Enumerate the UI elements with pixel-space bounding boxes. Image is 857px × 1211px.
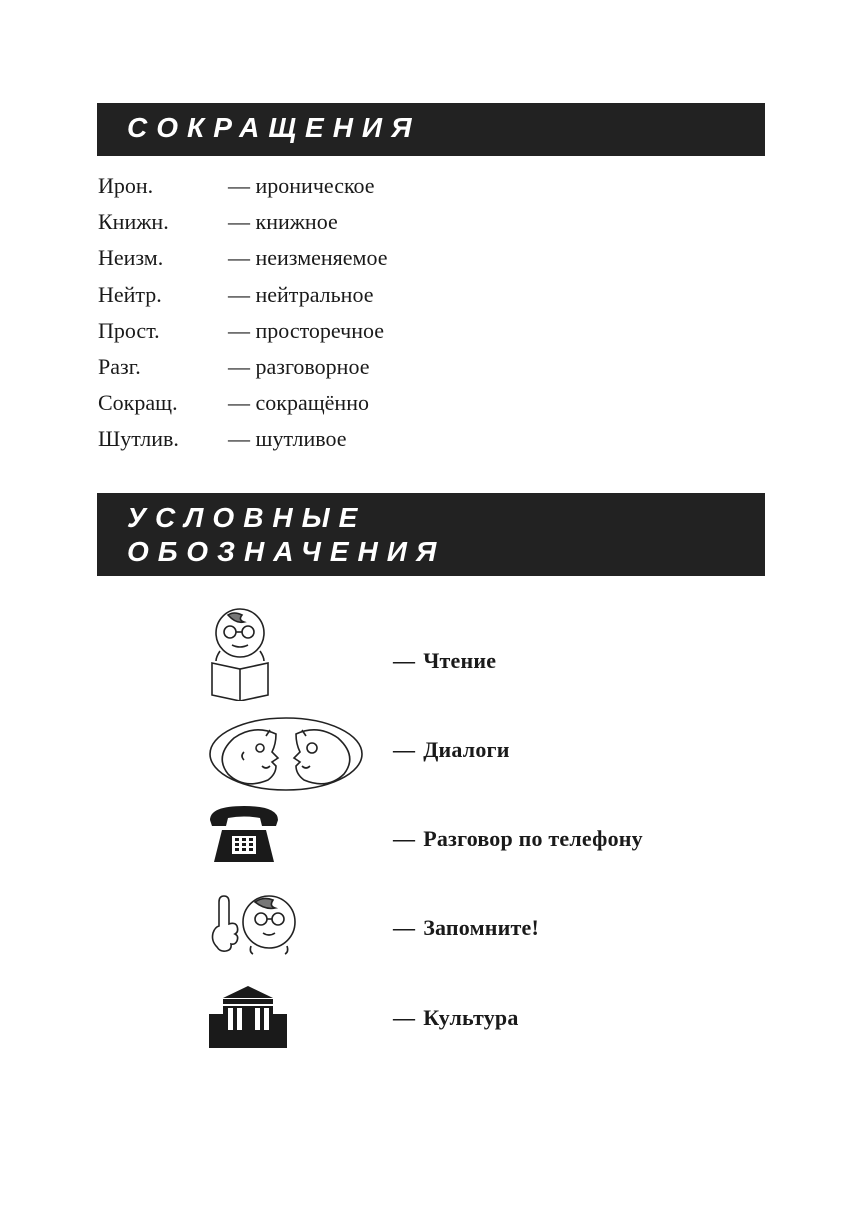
museum-building-icon [209, 984, 287, 1048]
legend-label-remember: — Запомните! [393, 915, 540, 940]
list-item [98, 349, 388, 385]
abbreviation-meaning: — книжное [228, 209, 338, 235]
abbreviation: Сокращ. [98, 390, 178, 416]
legend-label-telephone: — Разговор по телефону [393, 826, 643, 851]
symbols-title-line1: УСЛОВНЫЕ [127, 502, 367, 533]
list-item [98, 168, 388, 204]
legend-label-reading: — Чтение [393, 648, 497, 673]
abbreviation-meaning: — неизменяемое [228, 245, 388, 271]
abbreviation-meaning: — сокращённо [228, 390, 369, 416]
list-item [98, 313, 388, 349]
abbreviation-meaning: — ироническое [228, 173, 375, 198]
abbreviation-meaning: — шутливое [228, 426, 347, 452]
abbreviation-meaning: — нейтральное [228, 281, 374, 307]
symbols-title-line2: ОБОЗНАЧЕНИЯ [127, 536, 446, 567]
abbreviations-list [98, 168, 388, 458]
abbreviation: Прост. [98, 317, 160, 343]
abbreviation: Шутлив. [98, 426, 179, 452]
list-item [98, 277, 388, 313]
abbreviation-meaning: — разговорное [228, 353, 370, 379]
raised-finger-icon [207, 892, 299, 956]
abbreviation: Разг. [98, 353, 141, 379]
list-item [98, 240, 388, 276]
abbreviation-meaning: — просторечное [228, 317, 384, 343]
legend-label-culture: — Культура [393, 1005, 519, 1030]
abbreviation: Книжн. [98, 209, 169, 235]
legend-label-dialogues: — Диалоги [393, 737, 510, 762]
symbols-header [97, 493, 765, 576]
telephone-icon [208, 804, 280, 864]
abbreviation: Нейтр. [98, 281, 162, 307]
list-item [98, 385, 388, 421]
abbreviations-title: СОКРАЩЕНИЯ [127, 112, 421, 143]
dialogue-faces-icon [208, 716, 364, 792]
abbreviation: Неизм. [98, 245, 164, 271]
abbreviation: Ирон. [98, 173, 154, 198]
list-item [98, 421, 388, 457]
reading-person-icon [208, 607, 272, 701]
abbreviations-header [97, 103, 765, 156]
list-item [98, 204, 388, 240]
